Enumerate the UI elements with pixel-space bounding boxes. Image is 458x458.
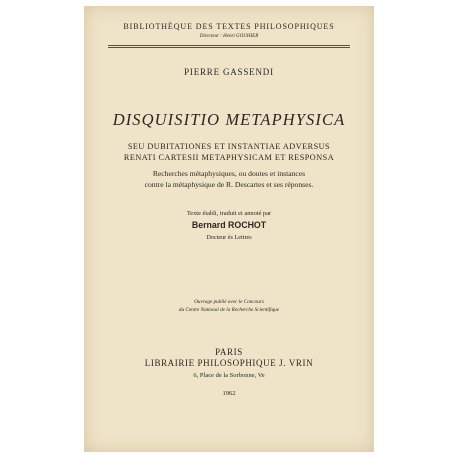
support-note-line-1: Ouvrage publié avec le Concours [194, 299, 264, 305]
publisher-address: 6, Place de la Sorbonne, Ve [193, 372, 265, 379]
book-title: DISQUISITIO METAPHYSICA [112, 110, 346, 129]
series-title: BIBLIOTHÈQUE DES TEXTES PHILOSOPHIQUES [123, 22, 335, 31]
edition-note: Texte établi, traduit et annoté par [186, 210, 272, 217]
publication-year: 1962 [222, 390, 236, 397]
latin-subtitle-line-2: RENATI CARTESII METAPHYSICAM ET RESPONSA [123, 153, 335, 162]
header-rule-bottom [108, 47, 350, 48]
latin-subtitle-line-1: SEU DUBITATIONES ET INSTANTIAE ADVERSUS [127, 142, 331, 151]
author-name: PIERRE GASSENDI [184, 67, 274, 77]
header-rule-top [108, 45, 350, 46]
editor-name: Bernard ROCHOT [191, 220, 267, 230]
editor-title: Docteur ès Lettres [206, 234, 252, 241]
publisher-name: LIBRAIRIE PHILOSOPHIQUE J. VRIN [144, 358, 314, 368]
publisher-city: PARIS [215, 347, 243, 357]
support-note-line-2: du Centre National de la Recherche Scientifique [178, 307, 280, 313]
series-director: Directeur : Henri GOUHIER [199, 34, 259, 39]
french-subtitle-line-2: contre la métaphysique de R. Descartes et ses réponses. [144, 180, 314, 189]
french-subtitle-line-1: Recherches métaphysiques, ou doutes et instances [152, 169, 306, 178]
book-cover [84, 6, 374, 452]
